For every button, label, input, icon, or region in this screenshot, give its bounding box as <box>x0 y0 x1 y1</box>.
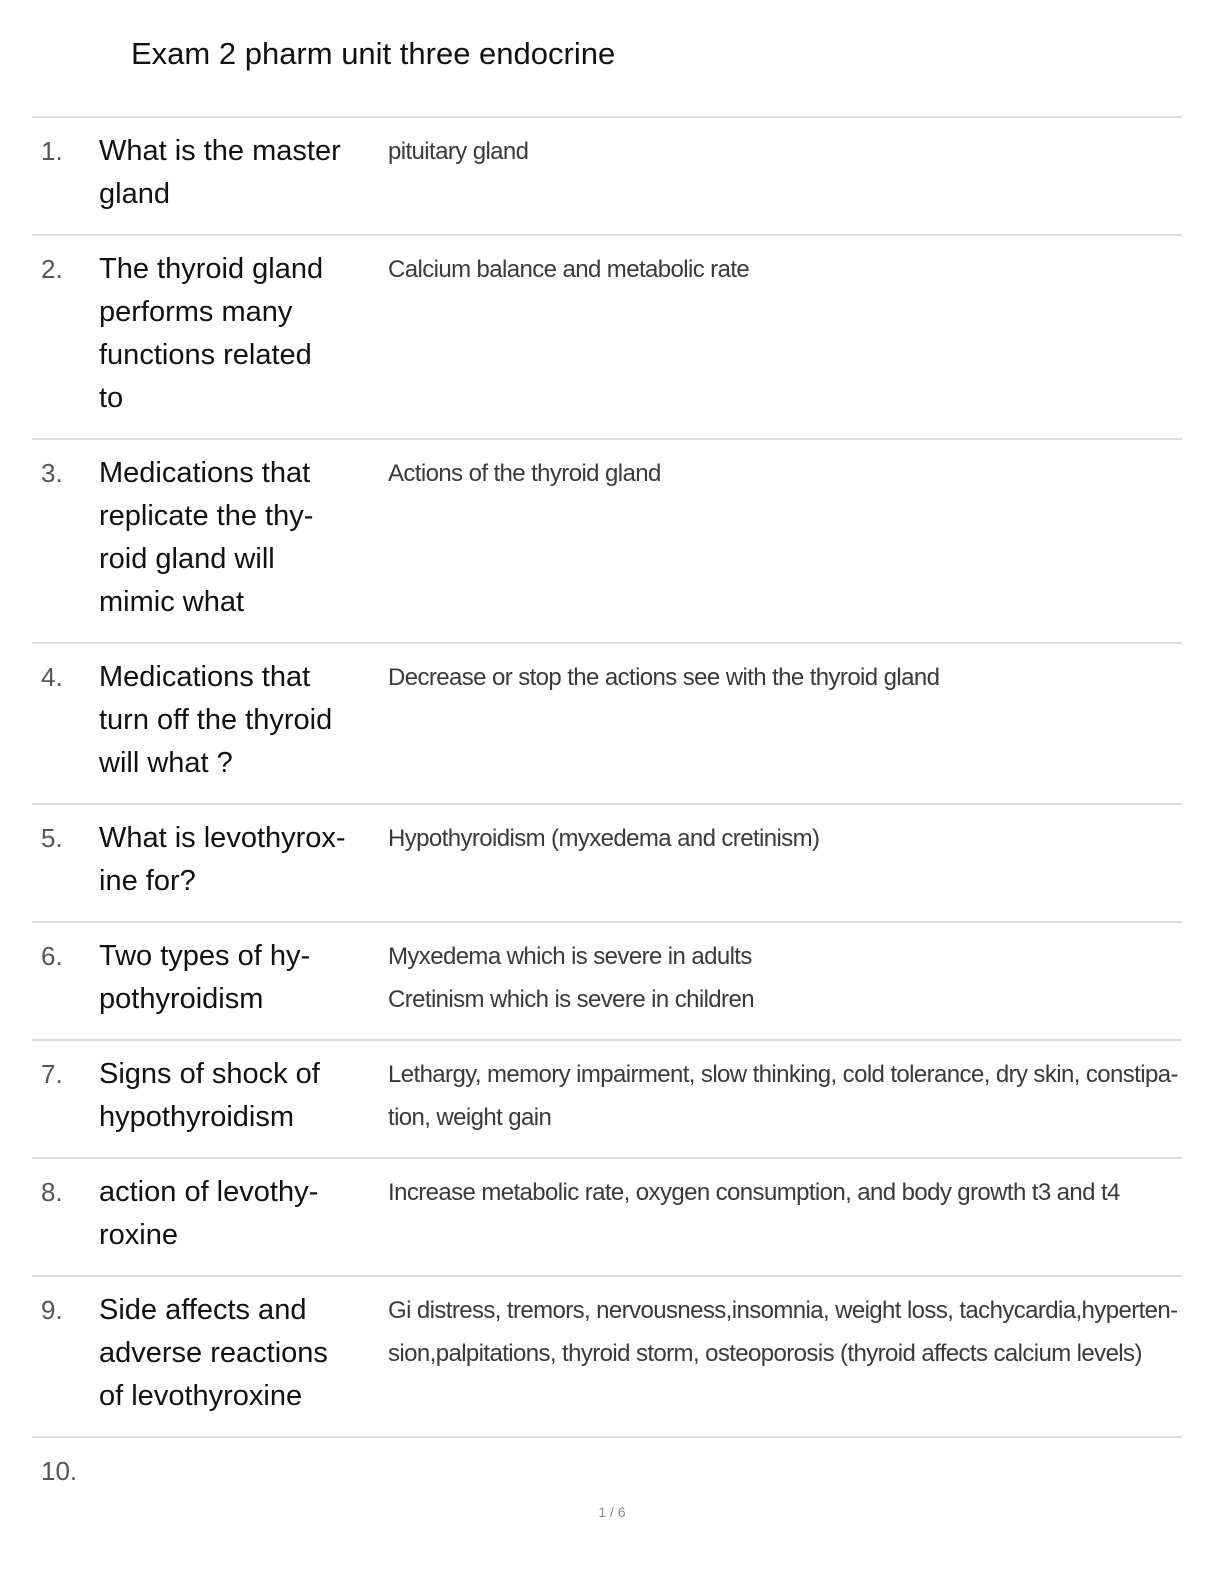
document-title: Exam 2 pharm unit three endocrine <box>131 36 616 71</box>
card-answer: Calcium balance and metabolic rate <box>388 256 750 283</box>
card-row <box>32 644 1182 805</box>
card-answer: Myxedema which is severe in adults Cretinism which is severe in children <box>388 943 754 1013</box>
card-answer: Decrease or stop the actions see with the thyroid gland <box>388 664 940 691</box>
card-row <box>32 805 1182 923</box>
card-number: 2. <box>41 254 63 284</box>
card-row <box>32 923 1182 1041</box>
card-number: 9. <box>41 1295 63 1325</box>
card-number: 10. <box>41 1456 78 1486</box>
card-number: 8. <box>41 1177 63 1207</box>
card-question: What is levothyrox- ine for? <box>99 822 346 897</box>
card-number: 7. <box>41 1059 63 1089</box>
card-question: Two types of hy- pothyroidism <box>99 940 311 1015</box>
card-question: action of levothy- roxine <box>99 1176 319 1251</box>
card-question: Medications that replicate the thy- roid gland will mimic what <box>99 457 314 618</box>
card-question: What is the master gland <box>99 135 341 210</box>
card-answer: Hypothyroidism (myxedema and cretinism) <box>388 825 820 852</box>
card-row <box>32 1438 1182 1511</box>
page-number: 1 / 6 <box>598 1504 626 1520</box>
card-question: Signs of shock of hypothyroidism <box>99 1058 320 1133</box>
card-row <box>32 1159 1182 1277</box>
card-question: Medications that turn off the thyroid will what ? <box>99 661 333 779</box>
card-answer: Gi distress, tremors, nervousness,insomnia, weight loss, tachycardia,hyperten- sion,palpitations, thyroid storm, osteoporosis (thyroid affects calcium levels) <box>388 1297 1178 1367</box>
card-answer: Actions of the thyroid gland <box>388 460 661 487</box>
card-answer <box>388 1450 1182 1493</box>
card-answer: Lethargy, memory impairment, slow thinking, cold tolerance, dry skin, constipa- tion, weight gain <box>388 1061 1178 1131</box>
card-question: The thyroid gland performs many functions related to <box>99 253 324 414</box>
card-number: 6. <box>41 941 63 971</box>
card-number: 1. <box>41 136 63 166</box>
card-row <box>32 1041 1182 1159</box>
card-number: 3. <box>41 458 63 488</box>
flashcard-list <box>32 116 1182 1511</box>
card-question <box>99 1450 388 1493</box>
card-number: 4. <box>41 662 63 692</box>
card-answer: Increase metabolic rate, oxygen consumption, and body growth t3 and t4 <box>388 1179 1120 1206</box>
card-number: 5. <box>41 823 63 853</box>
card-answer: pituitary gland <box>388 138 529 165</box>
card-row <box>32 1277 1182 1438</box>
card-row <box>32 440 1182 644</box>
card-row <box>32 118 1182 236</box>
card-question: Side affects and adverse reactions of levothyroxine <box>99 1294 328 1412</box>
card-row <box>32 236 1182 440</box>
